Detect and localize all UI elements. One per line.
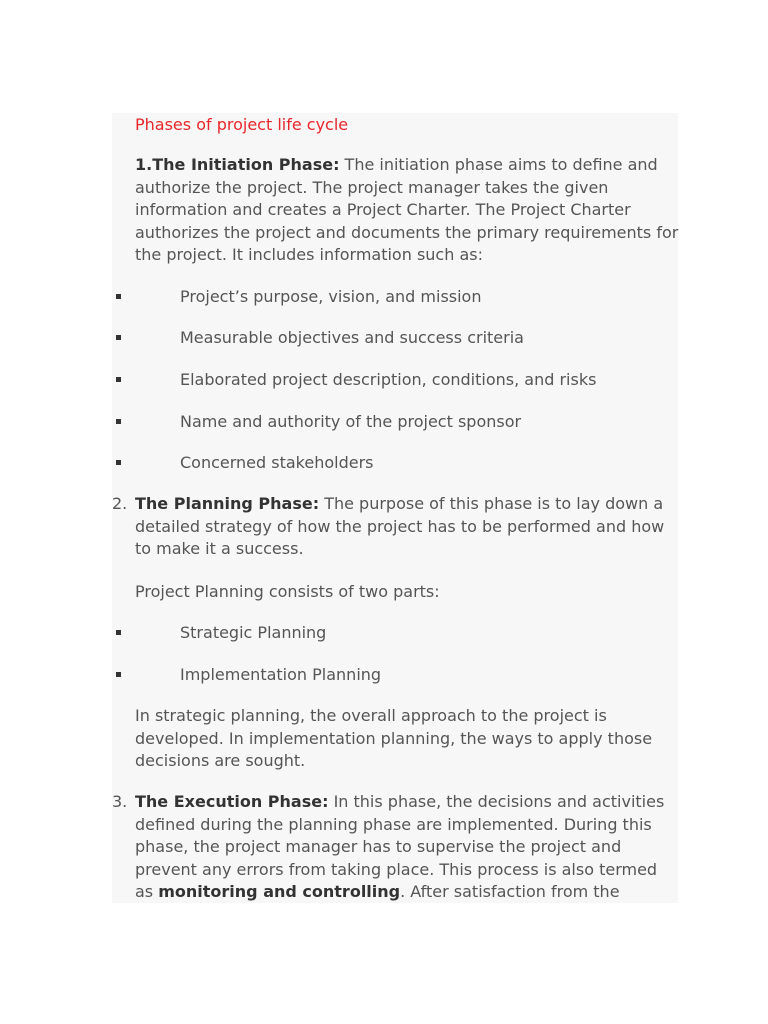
planning-intro: Project Planning consists of two parts:	[135, 582, 440, 601]
list-item-text: Implementation Planning	[180, 665, 382, 684]
list-item	[112, 327, 672, 349]
execution-text: In this phase, the decisions and activities defined during the planning phase are implemented. During this phase, the project manager has to supervise the project and prevent any errors from taking place. This process is also termed as	[135, 792, 665, 902]
execution-text-after: . After satisfaction from the	[400, 882, 620, 902]
list-item-text: Measurable objectives and success criteria	[180, 328, 524, 347]
list-item	[112, 411, 672, 433]
bullet-icon	[116, 377, 121, 382]
list-item-text: Concerned stakeholders	[180, 453, 374, 472]
planning-text: The purpose of this phase is to lay down a detailed strategy of how the project has to be performed and how to make it a success.	[135, 494, 665, 559]
planning-paragraph	[135, 493, 680, 561]
list-item	[112, 664, 672, 686]
bullet-icon	[116, 630, 121, 635]
list-item-text: Name and authority of the project sponsor	[180, 412, 522, 431]
bullet-icon	[116, 294, 121, 299]
execution-heading: The Execution Phase:	[135, 792, 329, 811]
list-item	[112, 452, 672, 474]
execution-bold-term: monitoring and controlling	[158, 882, 401, 902]
document-title: Phases of project life cycle	[135, 115, 349, 134]
list-item-text: Project’s purpose, vision, and mission	[180, 287, 482, 306]
initiation-heading: 1.The Initiation Phase:	[135, 155, 340, 174]
execution-number: 3.	[112, 792, 128, 811]
initiation-paragraph	[135, 154, 680, 267]
bullet-icon	[116, 672, 121, 677]
bullet-icon	[116, 419, 121, 424]
list-item-text: Strategic Planning	[180, 623, 327, 642]
list-item	[112, 369, 672, 391]
planning-heading: The Planning Phase:	[135, 494, 320, 513]
planning-summary: In strategic planning, the overall approach to the project is developed. In implementation planning, the ways to apply those decisions are sought.	[135, 706, 653, 771]
list-item	[112, 622, 672, 644]
list-item-text: Elaborated project description, conditions, and risks	[180, 370, 597, 389]
planning-number: 2.	[112, 494, 128, 513]
bullet-icon	[116, 335, 121, 340]
list-item	[112, 286, 672, 308]
execution-paragraph	[135, 791, 680, 904]
initiation-text: The initiation phase aims to define and authorize the project. The project manager takes the given information and creates a Project Charter. The Project Charter authorizes the project and documents the primary requirements for the project. It includes information such as:	[135, 155, 679, 265]
bullet-icon	[116, 460, 121, 465]
